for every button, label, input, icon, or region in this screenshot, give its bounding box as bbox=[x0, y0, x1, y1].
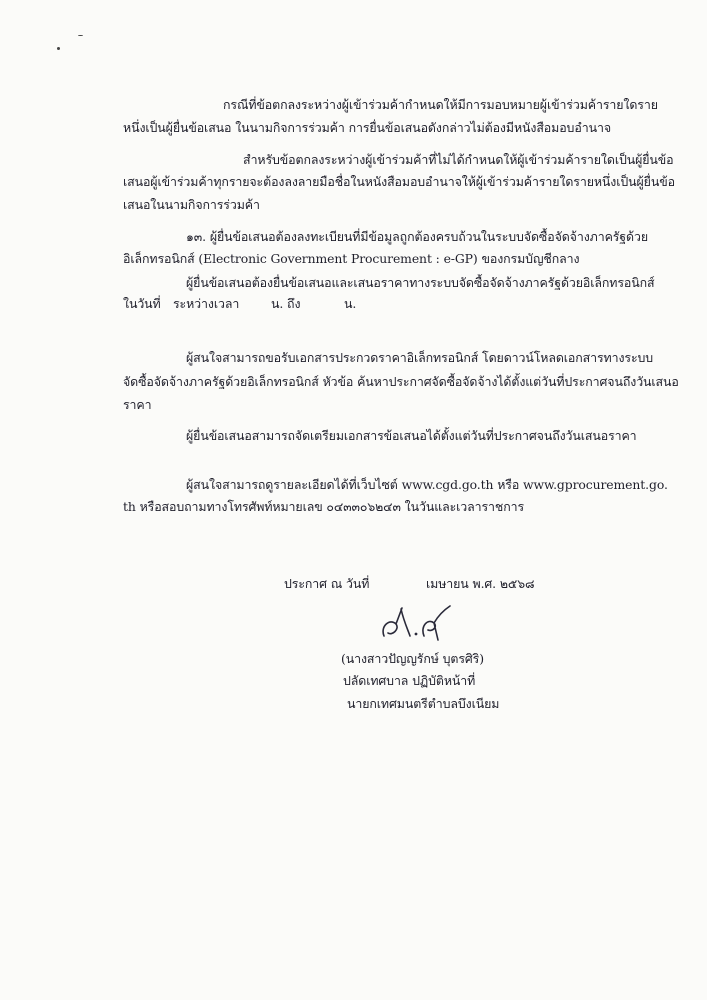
paragraph-2-line-2: เสนอผู้เข้าร่วมค้าทุกรายจะต้องลงลายมือชื่อในหนังสือมอบอำนาจให้ผู้เข้าร่วมค้ารายใดรายหนึ่งเป็นผู้ยื่นข้อ bbox=[123, 174, 675, 189]
paragraph-6-line-1: ผู้ยื่นข้อเสนอสามารถจัดเตรียมเอกสารข้อเสนอได้ตั้งแต่วันที่ประกาศจนถึงวันเสนอราคา bbox=[186, 428, 637, 443]
paragraph-1-line-1: กรณีที่ข้อตกลงระหว่างผู้เข้าร่วมค้ากำหนดให้มีการมอบหมายผู้เข้าร่วมค้ารายใดราย bbox=[223, 97, 658, 112]
signature-image bbox=[368, 596, 458, 646]
paragraph-3-line-2: อิเล็กทรอนิกส์ (Electronic Government Procurement : e-GP) ของกรมบัญชีกลาง bbox=[123, 251, 580, 266]
scan-speck bbox=[78, 35, 83, 36]
paragraph-4-time-label: ระหว่างเวลา bbox=[173, 296, 240, 311]
paragraph-2-line-1: สำหรับข้อตกลงระหว่างผู้เข้าร่วมค้าที่ไม่ได้กำหนดให้ผู้เข้าร่วมค้ารายใดเป็นผู้ยื่นข้อ bbox=[243, 152, 674, 167]
signatory-name: (นางสาวปัญญรักษ์ บุตรศิริ) bbox=[341, 651, 484, 666]
paragraph-4-time-from: น. ถึง bbox=[271, 296, 301, 311]
scan-speck bbox=[57, 47, 60, 50]
signatory-position: ปลัดเทศบาล ปฏิบัติหน้าที่ bbox=[343, 673, 476, 688]
paragraph-1-line-2: หนึ่งเป็นผู้ยื่นข้อเสนอ ในนามกิจการร่วมค้า การยื่นข้อเสนอดังกล่าวไม่ต้องมีหนังสือมอบอำนาจ bbox=[123, 120, 611, 135]
paragraph-4-date-label: ในวันที่ bbox=[123, 296, 161, 311]
paragraph-2-line-3: เสนอในนามกิจการร่วมค้า bbox=[123, 197, 260, 212]
paragraph-7-line-2: th หรือสอบถามทางโทรศัพท์หมายเลข ๐๔๓๓๐๖๒๔๓ ในวันและเวลาราชการ bbox=[123, 499, 525, 514]
paragraph-5-line-1: ผู้สนใจสามารถขอรับเอกสารประกวดราคาอิเล็กทรอนิกส์ โดยดาวน์โหลดเอกสารทางระบบ bbox=[186, 350, 654, 365]
paragraph-4-time-to: น. bbox=[344, 296, 357, 311]
paragraph-7-line-1: ผู้สนใจสามารถดูรายละเอียดได้ที่เว็บไซต์ www.cgd.go.th หรือ www.gprocurement.go. bbox=[186, 477, 668, 492]
signatory-title: นายกเทศมนตรีตำบลบึงเนียม bbox=[347, 696, 500, 711]
paragraph-5-line-3: ราคา bbox=[123, 397, 152, 412]
announce-month-year: เมษายน พ.ศ. ๒๕๖๘ bbox=[426, 576, 535, 591]
paragraph-4-line-1: ผู้ยื่นข้อเสนอต้องยื่นข้อเสนอและเสนอราคาทางระบบจัดซื้อจัดจ้างภาครัฐด้วยอิเล็กทรอนิกส์ bbox=[186, 275, 655, 290]
paragraph-3-line-1: ๑๓. ผู้ยื่นข้อเสนอต้องลงทะเบียนที่มีข้อมูลถูกต้องครบถ้วนในระบบจัดซื้อจัดจ้างภาครัฐด้วย bbox=[186, 229, 649, 244]
announce-prefix: ประกาศ ณ วันที่ bbox=[284, 576, 370, 591]
paragraph-5-line-2: จัดซื้อจัดจ้างภาครัฐด้วยอิเล็กทรอนิกส์ หัวข้อ ค้นหาประกาศจัดซื้อจัดจ้างได้ตั้งแต่วันที่ประกาศจนถึงวันเสนอ bbox=[123, 374, 679, 389]
